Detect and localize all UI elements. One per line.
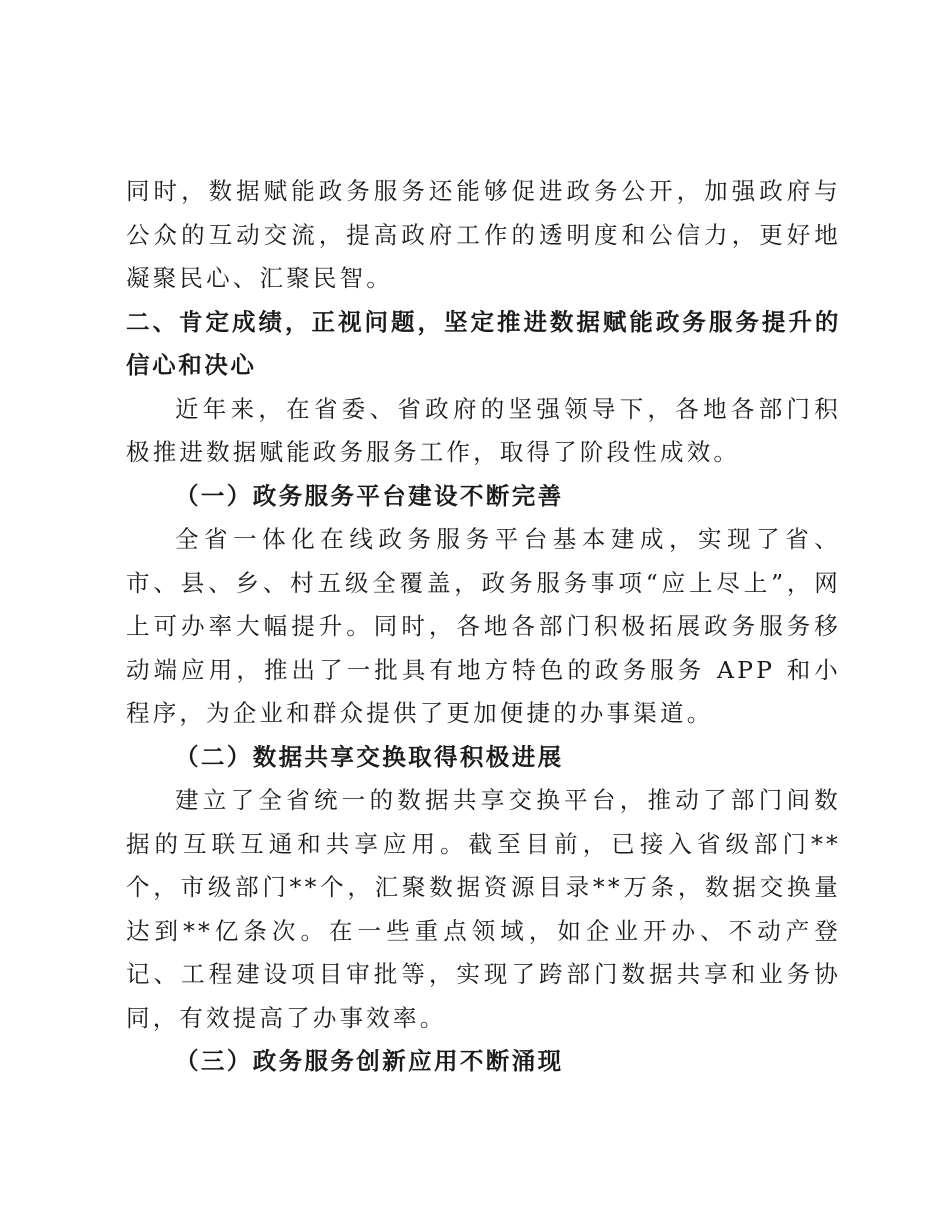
subsection-heading-three: （三）政务服务创新应用不断涌现 [175, 1047, 564, 1075]
paragraph-data-empowerment-transparency: 同时，数据赋能政务服务还能够促进政务公开，加强政府与公众的互动交流，提高政府工作的透明度和公信力，更好地凝聚民心、汇聚民智。 [126, 177, 841, 292]
subsection-heading-one: （一）政务服务平台建设不断完善 [175, 481, 564, 510]
subsection-heading-two: （二）数据共享交换取得积极进展 [175, 742, 564, 771]
paragraph-data-sharing: 建立了全省统一的数据共享交换平台，推动了部门间数据的互联互通和共享应用。截至目前，已接入省级部门**个，市级部门**个，汇聚数据资源目录**万条，数据交换量达到**亿条次。在一些重点领域，如企业开办、不动产登记、工程建设项目审批等，实现了跨部门数据共享和业务协同，有效提高了办事效率。 [126, 786, 841, 1032]
paragraph-service-platform: 全省一体化在线政务服务平台基本建成，实现了省、市、县、乡、村五级全覆盖，政务服务事项“应上尽上”，网上可办率大幅提升。同时，各地各部门积极拓展政务服务移动端应用，推出了一批具有地方特色的政务服务 APP 和小程序，为企业和群众提供了更加便捷的办事渠道。 [126, 525, 841, 727]
section-heading-two: 二、肯定成绩，正视问题，坚定推进数据赋能政务服务提升的信心和决心 [126, 307, 841, 379]
document-body [126, 170, 841, 1084]
paragraph-recent-achievements: 近年来，在省委、省政府的坚强领导下，各地各部门积极推进数据赋能政务服务工作，取得了阶段性成效。 [126, 394, 841, 466]
